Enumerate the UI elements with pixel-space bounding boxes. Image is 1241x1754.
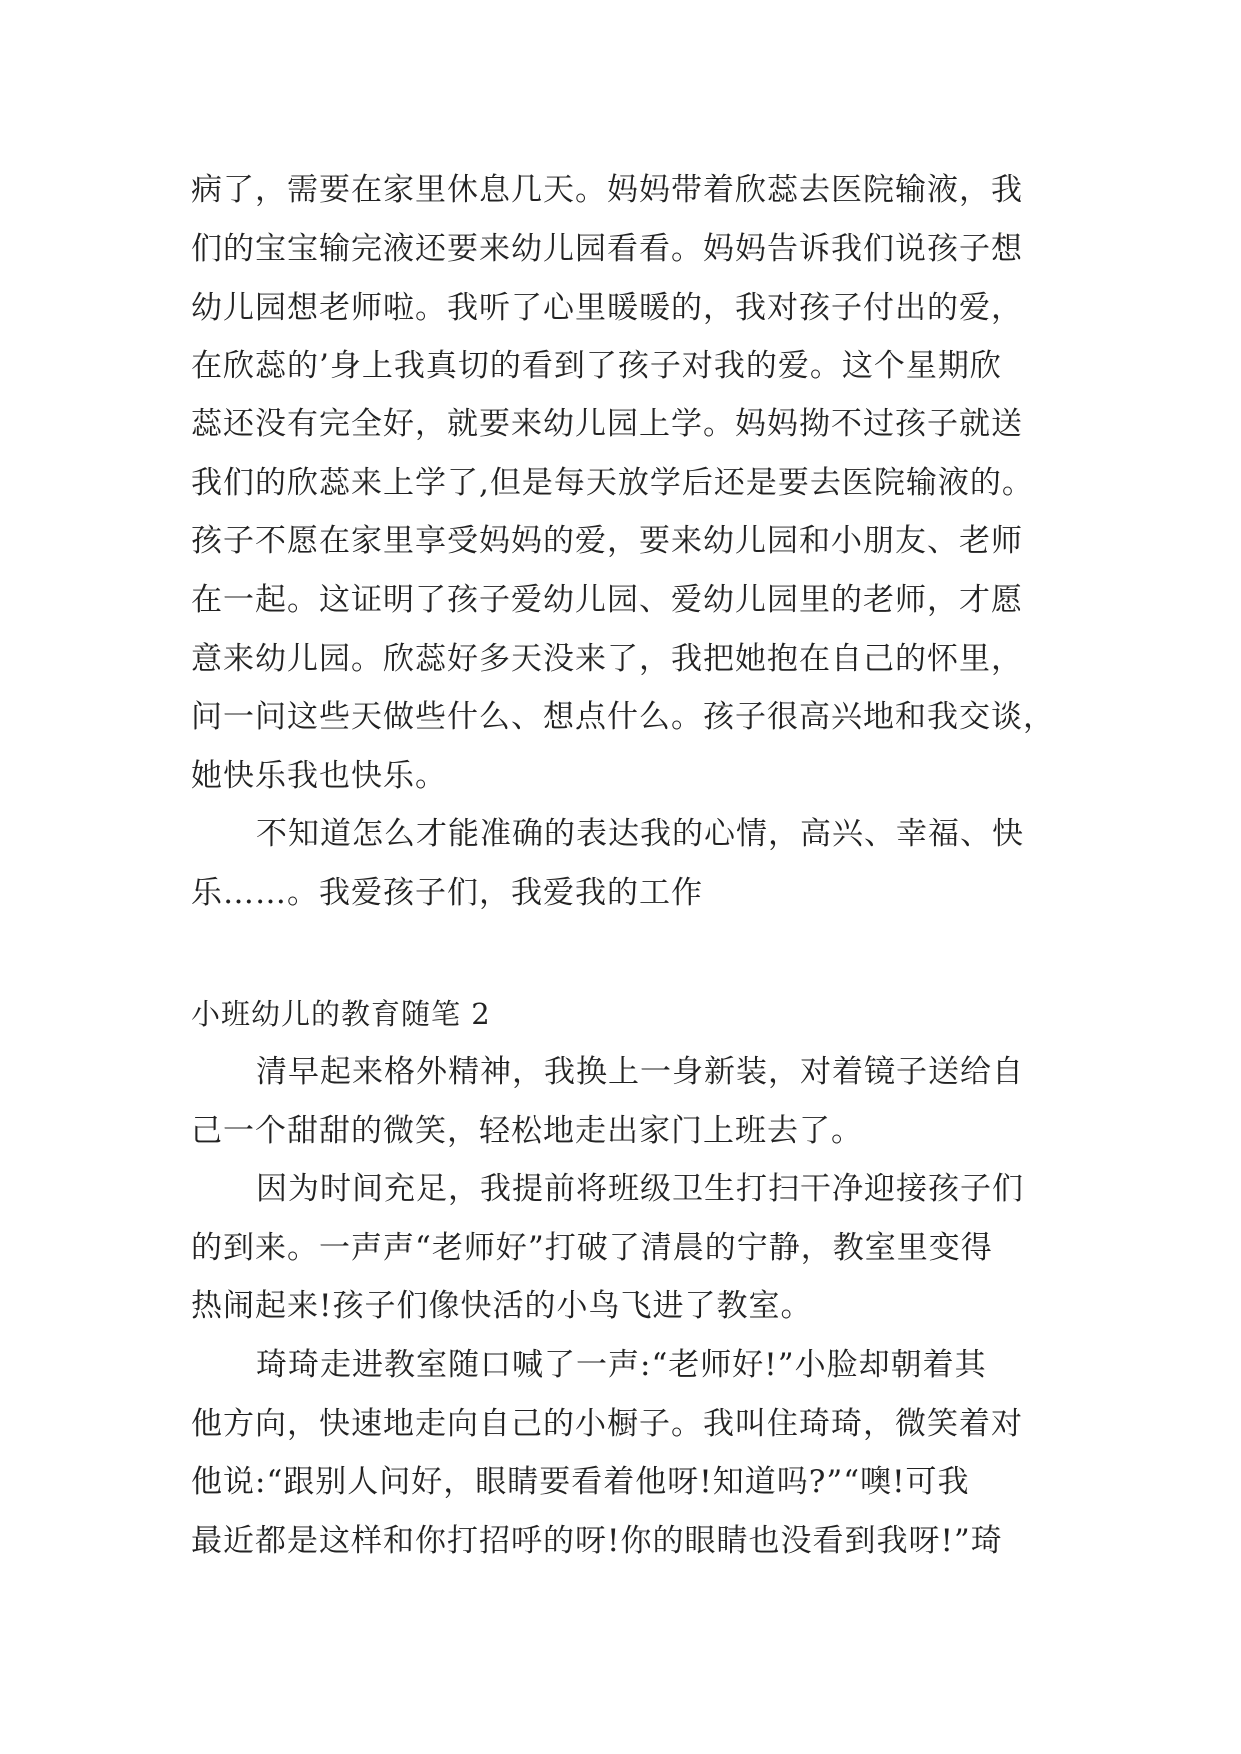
paragraph4-line-2: 的到来。一声声“老师好”打破了清晨的宁静，教室里变得 xyxy=(191,1230,993,1266)
paragraph1-line-8: 在一起。这证明了孩子爱幼儿园、爱幼儿园里的老师，才愿 xyxy=(191,582,1023,618)
paragraph1-line-11: 她快乐我也快乐。 xyxy=(191,758,447,794)
paragraph1-line-2: 们的宝宝输完液还要来幼儿园看看。妈妈告诉我们说孩子想 xyxy=(191,231,1023,267)
paragraph4-line-3: 热闹起来!孩子们像快活的小鸟飞进了教室。 xyxy=(191,1288,813,1324)
paragraph5-line-3: 他说:“跟别人问好，眼睛要看着他呀!知道吗?”“噢!可我 xyxy=(191,1464,970,1500)
paragraph1-line-10: 问一问这些天做些什么、想点什么。孩子很高兴地和我交谈， xyxy=(191,699,1055,735)
paragraph1-line-1: 病了，需要在家里休息几天。妈妈带着欣蕊去医院输液，我 xyxy=(191,172,1023,208)
paragraph2-line-1: 不知道怎么才能准确的表达我的心情，高兴、幸福、快 xyxy=(256,816,1024,852)
paragraph1-line-9: 意来幼儿园。欣蕊好多天没来了，我把她抱在自己的怀里， xyxy=(191,641,1023,677)
paragraph1-line-4: 在欣蕊的’身上我真切的看到了孩子对我的爱。这个星期欣 xyxy=(191,348,1002,384)
paragraph1-line-7: 孩子不愿在家里享受妈妈的爱，要来幼儿园和小朋友、老师 xyxy=(191,523,1023,559)
paragraph1-line-5: 蕊还没有完全好，就要来幼儿园上学。妈妈拗不过孩子就送 xyxy=(191,406,1023,442)
paragraph5-line-4: 最近都是这样和你打招呼的呀!你的眼睛也没看到我呀!”琦 xyxy=(191,1523,1003,1559)
paragraph3-line-2: 己一个甜甜的微笑，轻松地走出家门上班去了。 xyxy=(191,1113,863,1149)
section-title: 小班幼儿的教育随笔 2 xyxy=(191,997,491,1031)
paragraph4-line-1: 因为时间充足，我提前将班级卫生打扫干净迎接孩子们 xyxy=(256,1171,1024,1207)
paragraph2-line-2: 乐……。我爱孩子们，我爱我的工作 xyxy=(191,875,703,911)
paragraph5-line-1: 琦琦走进教室随口喊了一声:“老师好!”小脸却朝着其 xyxy=(256,1347,987,1383)
paragraph1-line-3: 幼儿园想老师啦。我听了心里暖暖的，我对孩子付出的爱， xyxy=(191,290,1023,326)
paragraph1-line-6: 我们的欣蕊来上学了,但是每天放学后还是要去医院输液的。 xyxy=(191,465,1034,501)
paragraph5-line-2: 他方向，快速地走向自己的小橱子。我叫住琦琦，微笑着对 xyxy=(191,1406,1023,1442)
paragraph3-line-1: 清早起来格外精神，我换上一身新装，对着镜子送给自 xyxy=(256,1054,1024,1090)
